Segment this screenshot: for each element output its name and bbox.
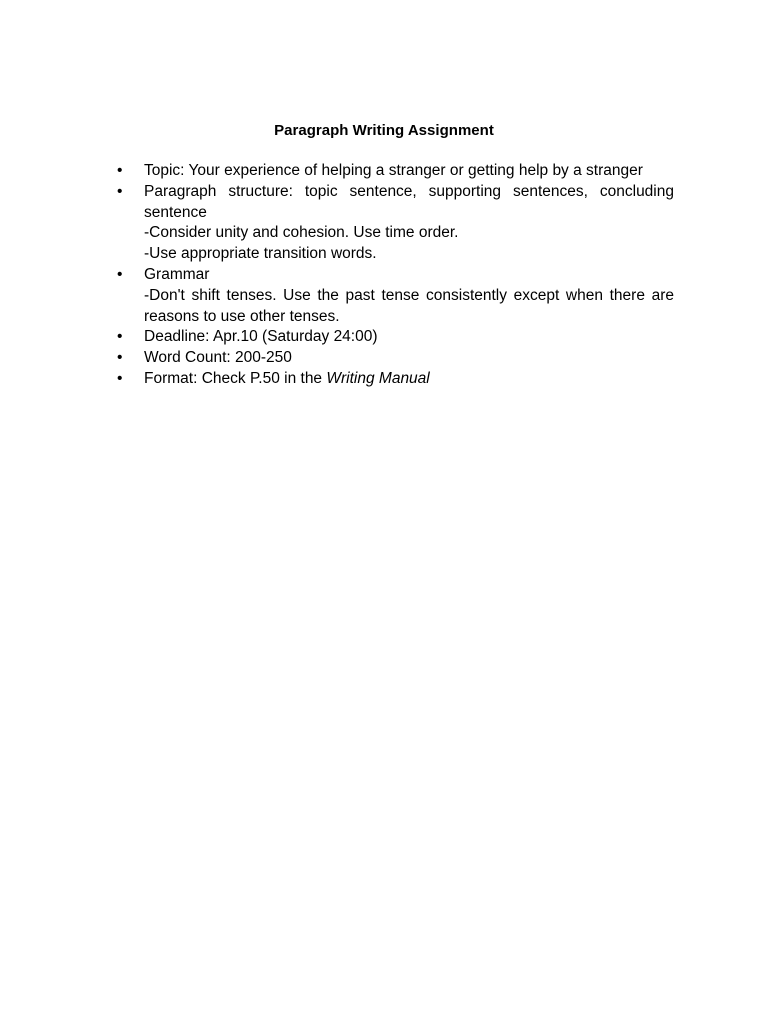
bullet-item-topic bbox=[117, 161, 674, 182]
bullet-text: Grammar bbox=[144, 265, 210, 283]
bullet-icon: • bbox=[117, 349, 123, 367]
bullet-subline: -Use appropriate transition words. bbox=[144, 245, 377, 263]
bullet-icon: • bbox=[117, 265, 123, 283]
bullet-item-deadline bbox=[117, 327, 674, 348]
bullet-text: Paragraph structure: topic sentence, supporting sentences, concluding sentence bbox=[144, 182, 674, 221]
bullet-text bbox=[144, 369, 674, 390]
bullet-item-grammar bbox=[117, 265, 674, 327]
bullet-icon: • bbox=[117, 162, 123, 179]
bullet-text: Word Count: 200-250 bbox=[144, 349, 292, 367]
bullet-icon: • bbox=[117, 328, 123, 346]
bullet-item-paragraph-structure bbox=[117, 182, 674, 265]
assignment-bullet-list bbox=[117, 161, 674, 390]
manual-title: Writing Manual bbox=[326, 369, 430, 387]
bullet-text: Deadline: Apr.10 (Saturday 24:00) bbox=[144, 328, 378, 346]
page-title: Paragraph Writing Assignment bbox=[274, 122, 494, 139]
bullet-item-format bbox=[117, 369, 674, 390]
bullet-item-word-count bbox=[117, 348, 674, 369]
bullet-subline: -Don't shift tenses. Use the past tense consistently except when there are reasons to use other tenses. bbox=[144, 286, 674, 325]
bullet-icon: • bbox=[117, 369, 123, 387]
bullet-subline: -Consider unity and cohesion. Use time order. bbox=[144, 224, 459, 242]
bullet-text: Topic: Your experience of helping a stranger or getting help by a stranger bbox=[144, 162, 643, 179]
format-text: Format: Check P.50 in the bbox=[144, 369, 327, 387]
bullet-icon: • bbox=[117, 182, 123, 200]
